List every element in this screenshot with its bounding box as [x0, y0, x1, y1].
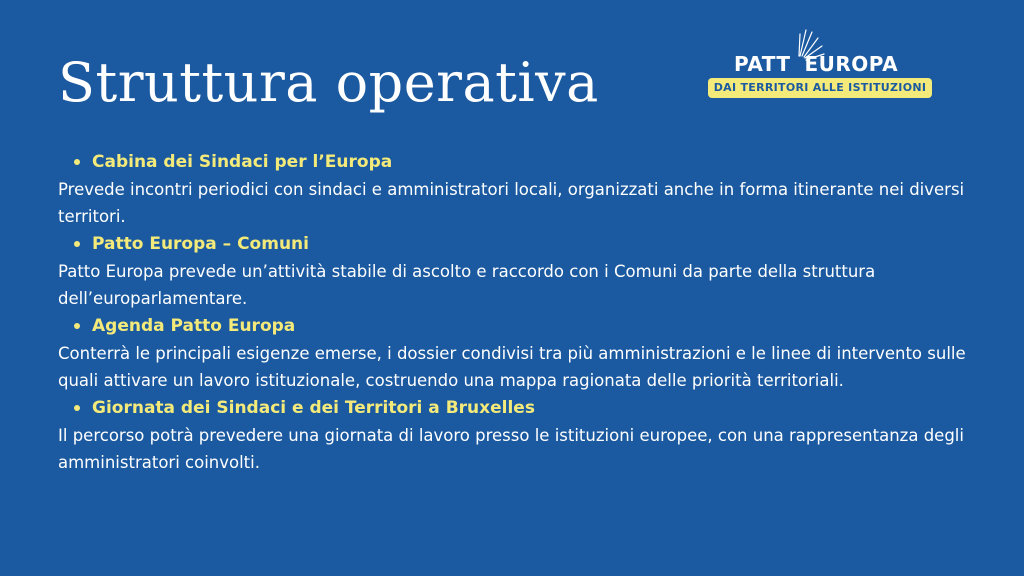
section-heading-text: Giornata dei Sindaci e dei Territori a Bruxelles [92, 398, 535, 418]
section-body: Patto Europa prevede un’attività stabile di ascolto e raccordo con i Comuni da parte della struttura dell’europarlamentare. [58, 262, 876, 308]
slide-title: Struttura operativa [58, 51, 599, 114]
logo-wordmark [734, 52, 898, 76]
logo-tagline: DAI TERRITORI ALLE ISTITUZIONI [708, 78, 932, 98]
section-heading [58, 394, 968, 422]
section-heading [58, 312, 968, 340]
section-heading-text: Patto Europa – Comuni [92, 234, 309, 254]
section-heading-text: Cabina dei Sindaci per l’Europa [92, 152, 393, 172]
section-heading [58, 148, 968, 176]
section-body: Conterrà le principali esigenze emerse, i dossier condivisi tra più amministrazioni e le linee di intervento sulle quali attivare un lavoro istituzionale, costruendo una mappa ragionata delle priorità territoriali. [58, 344, 966, 390]
bullet-icon [74, 323, 80, 329]
logo-word-left: PATT [734, 52, 791, 76]
patto-europa-logo [708, 26, 934, 102]
bullet-icon [74, 159, 80, 165]
bullet-icon [74, 405, 80, 411]
section-cabina [58, 148, 968, 230]
section-body: Il percorso potrà prevedere una giornata di lavoro presso le istituzioni europee, con una rappresentanza degli amministratori coinvolti. [58, 426, 964, 472]
section-agenda [58, 312, 968, 394]
section-heading [58, 230, 968, 258]
section-patto-comuni [58, 230, 968, 312]
bullet-icon [74, 241, 80, 247]
section-giornata-bruxelles [58, 394, 968, 476]
section-body: Prevede incontri periodici con sindaci e amministratori locali, organizzati anche in forma itinerante nei diversi territori. [58, 180, 965, 226]
section-list [58, 148, 968, 476]
section-heading-text: Agenda Patto Europa [92, 316, 296, 336]
logo-word-right: EUROPA [804, 52, 899, 76]
